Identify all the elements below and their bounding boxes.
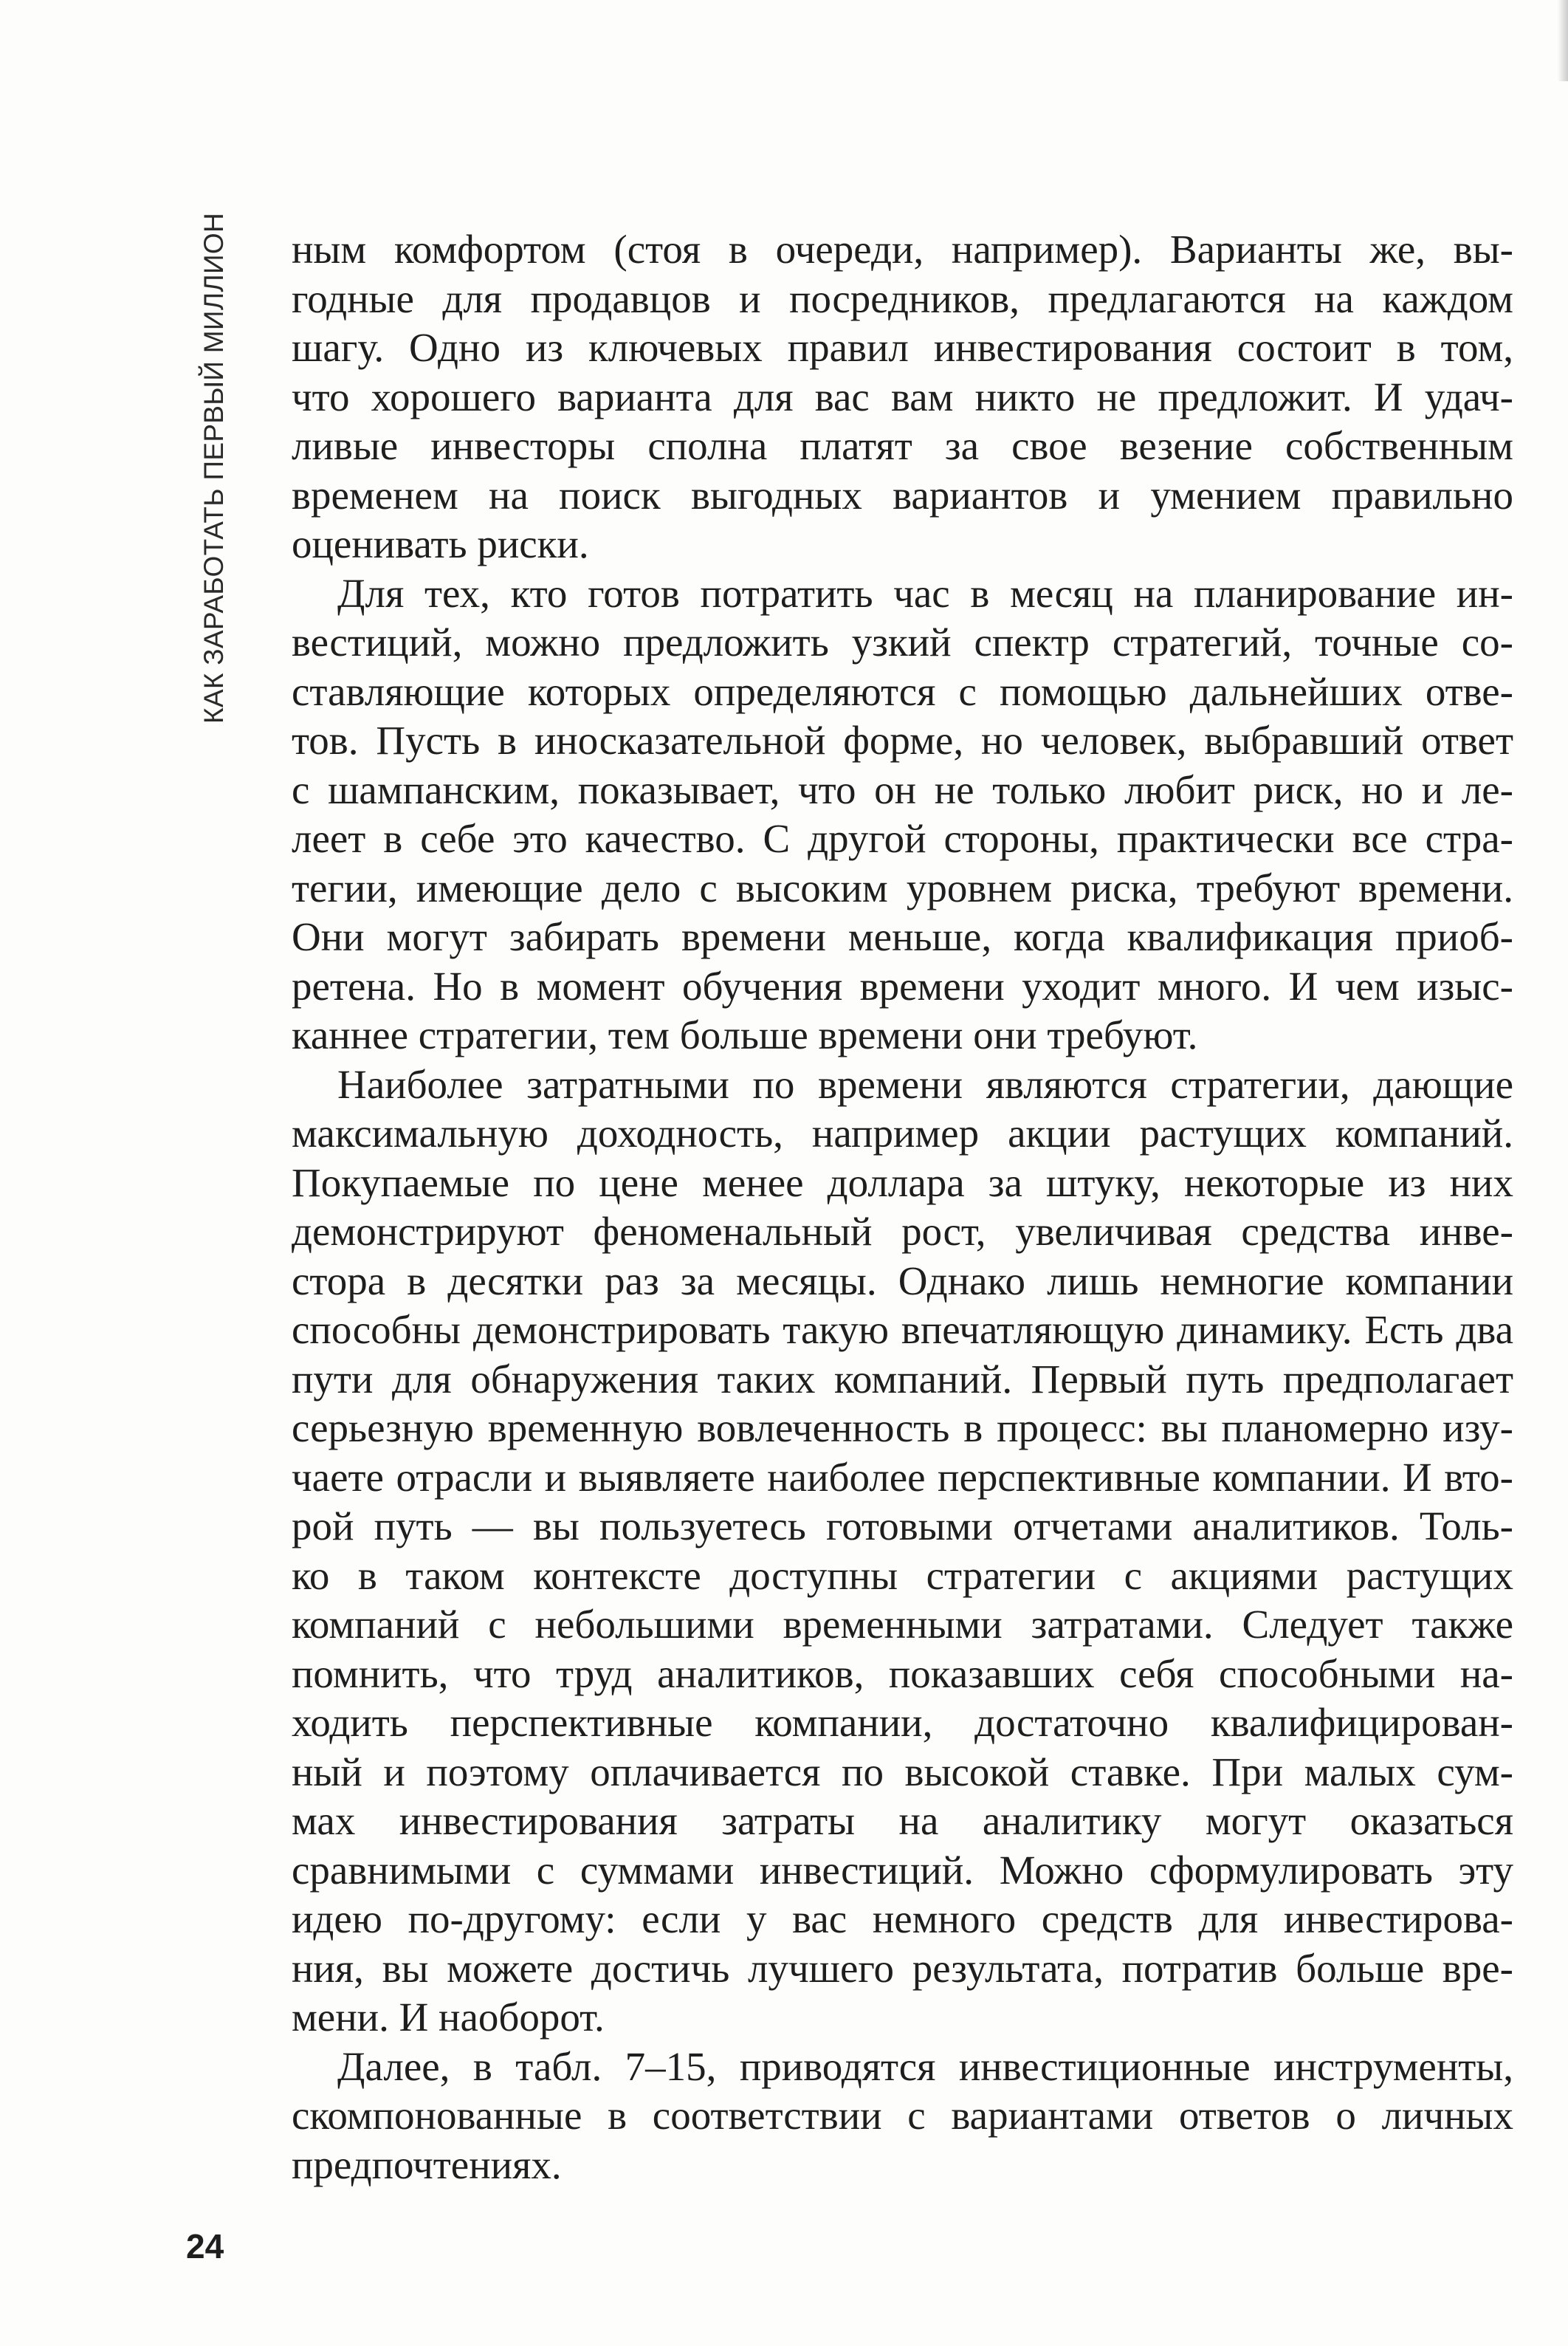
text-line: скомпонованные в соответствии с вариантами ответов о личных	[292, 2093, 1513, 2138]
text-line: ретена. Но в момент обучения времени уходит много. И чем изыс-	[292, 963, 1513, 1009]
text-line: Далее, в табл. 7–15, приводятся инвестиционные инструменты,	[337, 2043, 1513, 2089]
text-line: что хорошего варианта для вас вам никто не предложит. И удач-	[292, 374, 1513, 419]
paragraph	[292, 569, 1513, 1060]
page-number: 24	[186, 2227, 224, 2266]
text-line: ния, вы можете достичь лучшего результата, потратив больше вре-	[292, 1945, 1513, 1991]
text-line: максимальную доходность, например акции растущих компаний.	[292, 1111, 1513, 1156]
text-line: ходить перспективные компании, достаточно квалифицирован-	[292, 1700, 1513, 1745]
text-line: демонстрируют феноменальный рост, увеличивая средства инве-	[292, 1209, 1513, 1254]
body-text	[292, 225, 1513, 2189]
text-line: чаете отрасли и выявляете наиболее перспективные компании. И вто-	[292, 1454, 1513, 1500]
text-line: помнить, что труд аналитиков, показавших себя способными на-	[292, 1650, 1513, 1696]
text-line: леет в себе это качество. С другой стороны, практически все стра-	[292, 816, 1513, 861]
paragraph	[292, 225, 1513, 569]
paragraph	[292, 1060, 1513, 2043]
text-line: Они могут забирать времени меньше, когда квалификация приоб-	[292, 914, 1513, 959]
text-line: пути для обнаружения таких компаний. Первый путь предполагает	[292, 1356, 1513, 1402]
scan-edge-shadow	[1558, 0, 1568, 81]
text-line: мени. И наоборот.	[292, 1995, 605, 2040]
text-line: Наиболее затратными по времени являются стратегии, дающие	[337, 1061, 1513, 1107]
text-line: серьезную временную вовлеченность в процесс: вы планомерно изу-	[292, 1405, 1513, 1450]
text-line: мах инвестирования затраты на аналитику могут оказаться	[292, 1798, 1513, 1843]
text-line: каннее стратегии, тем больше времени они требуют.	[292, 1012, 1198, 1057]
text-line: оценивать риски.	[292, 521, 589, 566]
text-line: предпочтениях.	[292, 2141, 562, 2187]
text-line: временем на поиск выгодных вариантов и умением правильно	[292, 472, 1513, 518]
text-line: шагу. Одно из ключевых правил инвестирования состоит в том,	[292, 325, 1513, 370]
text-line: рой путь — вы пользуетесь готовыми отчетами аналитиков. Толь-	[292, 1503, 1513, 1548]
running-head: КАК ЗАРАБОТАТЬ ПЕРВЫЙ МИЛЛИОН	[199, 213, 229, 724]
text-line: сравнимыми с суммами инвестиций. Можно сформулировать эту	[292, 1847, 1513, 1893]
paragraph	[292, 2043, 1513, 2190]
text-line: годные для продавцов и посредников, предлагаются на каждом	[292, 275, 1513, 321]
text-line: Покупаемые по цене менее доллара за штуку, некоторые из них	[292, 1159, 1513, 1205]
text-line: вестиций, можно предложить узкий спектр стратегий, точные со-	[292, 620, 1513, 665]
text-line: ным комфортом (стоя в очереди, например). Варианты же, вы-	[292, 227, 1513, 272]
text-line: Для тех, кто готов потратить час в месяц на планирование ин-	[337, 570, 1513, 616]
text-line: ставляющие которых определяются с помощью дальнейших отве-	[292, 668, 1513, 714]
text-line: компаний с небольшими временными затратами. Следует также	[292, 1602, 1513, 1647]
text-line: тов. Пусть в иносказательной форме, но человек, выбравший ответ	[292, 718, 1513, 763]
text-line: стора в десятки раз за месяцы. Однако лишь немногие компании	[292, 1258, 1513, 1303]
text-line: способны демонстрировать такую впечатляющую динамику. Есть два	[292, 1307, 1513, 1352]
text-line: идею по-другому: если у вас немного средств для инвестирова-	[292, 1896, 1513, 1941]
text-line: ливые инвесторы сполна платят за свое везение собственным	[292, 423, 1513, 468]
text-line: ный и поэтому оплачивается по высокой ставке. При малых сум-	[292, 1749, 1513, 1794]
text-line: ко в таком контексте доступны стратегии с акциями растущих	[292, 1552, 1513, 1598]
text-line: с шампанским, показывает, что он не только любит риск, но и ле-	[292, 766, 1513, 812]
text-line: тегии, имеющие дело с высоким уровнем риска, требуют времени.	[292, 865, 1513, 910]
